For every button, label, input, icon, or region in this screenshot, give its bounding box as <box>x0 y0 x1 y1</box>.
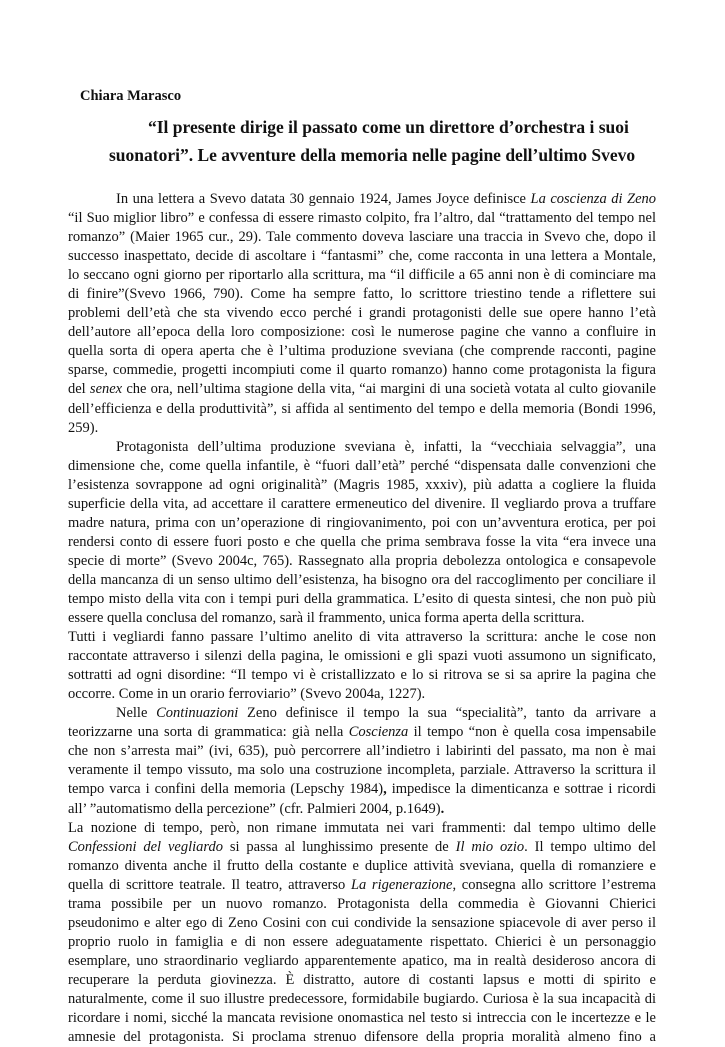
text-run: rendersi conto di essere fuori posto e che quella che prima sembrava fosse la vita “era invece una <box>68 533 656 550</box>
body-text-line <box>68 266 656 285</box>
text-run: trama possibile per un nuovo romanzo. Protagonista della commedia è Giovanni Chierici <box>68 895 656 912</box>
body-text-line <box>68 323 656 342</box>
text-run: essere quella conclusa del romanzo, sarà il frammento, unica forma aperta della scrittura. <box>68 610 585 627</box>
text-run: superficie della vita, ad accettare il carattere ermeneutico del divenire. Il vegliardo prova a truffare <box>68 495 656 512</box>
body-text-line <box>68 876 656 895</box>
text-run: , <box>383 781 387 798</box>
text-run: madre natura, prima con un’operazione di ringiovanimento, poi con un’avventura erotica, per poi <box>68 514 656 531</box>
text-run: specie di morte” (Svevo 2004c, 765). Rassegnato alla propria debolezza ontologica e consapevole <box>68 552 656 569</box>
text-run: successo inaspettato, decide di ascoltare i “fantasmi” che, come racconta in una lettera a Montale, <box>68 248 656 265</box>
body-text-line <box>68 933 656 952</box>
body-text-line <box>68 704 656 723</box>
body-text-line <box>68 247 656 266</box>
text-run: recuperare la perduta giovinezza. È distratto, autore di costanti lapsus e motti di spirito e <box>68 971 656 988</box>
body-text-line <box>68 209 656 228</box>
text-run: 259). <box>68 419 99 436</box>
text-run: sparse, commedie, progetti incompiuti come il quarto romanzo) hanno come protagonista la figura <box>68 362 656 379</box>
text-run: ricordare i nomi, sicché la mancata revisione onomastica nel testo si intreccia con le incertezze e le <box>68 1010 656 1027</box>
body-text-line <box>68 1028 656 1047</box>
body-text-line <box>68 952 656 971</box>
body-text-line <box>68 819 656 838</box>
text-run: si passa al lunghissimo presente de <box>223 838 456 855</box>
text-run: . <box>440 800 445 817</box>
author-name: Chiara Marasco <box>80 88 182 104</box>
text-run: Tutti i vegliardi fanno passare l’ultimo anelito di vita attraverso la scrittura: anche le cose non <box>68 629 656 646</box>
text-run: veramente il tempo vissuto, ma solo una costruzione incompleta, parziale. Attraverso la scrittura il <box>68 762 656 779</box>
body-text-line <box>68 647 656 666</box>
body-text-line <box>68 971 656 990</box>
body-text-line <box>68 838 656 857</box>
body-text-line <box>68 361 656 380</box>
text-run: esemplare, uno straordinario vegliardo apparentemente apatico, ma in realtà desideroso ancora di <box>68 952 656 969</box>
body-text-line <box>68 476 656 495</box>
text-run: impedisce la dimenticanza e sottrae i ricordi <box>386 781 656 798</box>
body-text-line <box>68 571 656 590</box>
body-text-line <box>68 723 656 742</box>
text-run: problemi dell’età che sta vivendo ecco perché i grandi protagonisti delle sue opere hanno l’età <box>68 305 656 322</box>
text-run: dell’autore all’epoca della loro composizione: così le numerose pagine che vanno a confluire in <box>68 324 656 341</box>
text-run: che ora, nell’ultima stagione della vita, “ai margini di una società votata al culto giovanile <box>122 381 656 398</box>
text-run: della mancanza di un senso ultimo dell’esistenza, ha bisogno ora del raccoglimento per conciliare il <box>68 571 656 588</box>
body-text-line <box>68 285 656 304</box>
body-text-line <box>68 190 656 209</box>
body-text-line <box>68 895 656 914</box>
body-text-line <box>68 552 656 571</box>
text-run: all’ ”automatismo della percezione” (cfr. Palmieri 2004, p.1649) <box>68 800 441 817</box>
body-text-line <box>68 514 656 533</box>
text-run: La nozione di tempo, però, non rimane immutata nei vari frammenti: dal tempo ultimo delle <box>68 819 656 836</box>
text-run: l’esistenza sovrappone ad ogni originalità” (Magris 1985, xxxiv), più adatta a cogliere la fluida <box>68 476 656 493</box>
italic-title-text: Il mio ozio <box>455 838 525 855</box>
text-run: che non s’arresta mai” (ivi, 635), può percorrere all’indietro i labirinti del passato, ma non è mai <box>68 743 656 760</box>
text-run: dimensione che, come quella infantile, è “fuori dall’età” perché “dispensata dalle convenzioni che <box>68 457 656 474</box>
text-run: tempo varca i confini della memoria (Lepschy 1984) <box>68 781 384 798</box>
text-run: lo seccano ogni giorno per riportarlo alla scrittura, ma “il difficile a 65 anni non è di cominciare ma <box>68 267 656 284</box>
text-run: occorre. Come in un orario ferroviario” (Svevo 2004a, 1227). <box>68 686 426 703</box>
article-title-line-2: suonatori”. Le avventure della memoria nelle pagine dell’ultimo Svevo <box>109 145 636 165</box>
text-run: Nelle <box>116 705 157 722</box>
italic-title-text: senex <box>89 381 123 398</box>
body-text-line <box>68 457 656 476</box>
body-text-line <box>68 800 656 819</box>
body-text-line <box>68 761 656 780</box>
text-run: amnesie del protagonista. Si proclama strenuo difensore della propria moralità almeno fino a <box>68 1029 656 1046</box>
text-run: naturalmente, come il suo illustre predecessore, formidabile bugiardo. Curiosa è la sua incapacità di <box>68 990 656 1007</box>
body-text-line <box>68 438 656 457</box>
italic-title-text: Coscienza <box>348 724 409 741</box>
body-text-line <box>68 857 656 876</box>
text-run: “il Suo miglior libro” e confessa di essere rimasto colpito, fra l’altro, dal “trattamento del tempo nel <box>68 210 656 227</box>
text-run: sottratti ad ogni disordine: “Il tempo vi è cristallizzato e lo si ritrova se si sa aprire la pagina che <box>68 667 656 684</box>
text-run: raccontate attraverso i silenzi della pagina, le omissioni e gli spazi vuoti assumono un significato, <box>68 648 656 665</box>
italic-title-text: La coscienza di Zeno <box>530 191 656 207</box>
text-run: Protagonista dell’ultima produzione sveviana è, infatti, la “vecchiaia selvaggia”, una <box>116 438 656 455</box>
body-text-line <box>68 742 656 761</box>
text-run: romanzo diventa anche il frutto della costante e duplice attività sveviana, quella di romanziere e <box>68 857 656 874</box>
text-run: dell’efficienza e della produttività”, si affida al sentimento del tempo e della memoria (Bondi 1996, <box>68 400 656 417</box>
italic-title-text: Continuazioni <box>156 705 239 722</box>
body-text-line <box>68 400 656 419</box>
italic-title-text: La rigenerazione <box>350 876 453 893</box>
text-run: Zeno definisce il tempo la sua “specialità”, tanto da arrivare a <box>238 705 657 722</box>
text-run: il tempo “non è quella cosa impensabile <box>408 724 656 741</box>
text-run: romanzo” (Maier 1965 cur., 29). Tale commento doveva lasciare una traccia in Svevo che, dopo il <box>68 229 656 246</box>
text-run: . Il tempo ultimo del <box>524 838 657 855</box>
italic-title-text: Confessioni del vegliardo <box>68 838 223 855</box>
text-run: proprio ruolo in famiglia e di non essere adeguatamente rispettato. Chierici è un personaggio <box>68 933 656 950</box>
body-text-line <box>68 609 656 628</box>
text-run: , consegna allo scrittore l’estrema <box>452 876 656 893</box>
body-text-line <box>68 228 656 247</box>
text-run: quella sorta di opera aperta che è l’ultima produzione sveviana (che comprende racconti, pagine <box>68 343 656 360</box>
body-text-line <box>68 628 656 647</box>
body-text-line <box>68 990 656 1009</box>
text-run: pseudonimo e alter ego di Zeno Cosini con cui condivide la sensazione spiacevole di aver perso il <box>68 914 656 931</box>
text-run: di finire”(Svevo 1966, 790). Come ha sempre fatto, lo scrittore triestino tende a riflettere sui <box>68 286 656 303</box>
article-title-line-1: “Il presente dirige il passato come un direttore d’orchestra i suoi <box>148 117 629 137</box>
body-text-line <box>68 342 656 361</box>
text-run: teorizzarne una sorta di grammatica: già nella <box>68 724 349 741</box>
body-text-line <box>68 685 656 704</box>
body-text-line <box>68 533 656 552</box>
body-text-line <box>68 495 656 514</box>
body-text-line <box>68 304 656 323</box>
body-text-line <box>68 780 656 799</box>
body-text-line <box>68 590 656 609</box>
body-text-line <box>68 419 656 438</box>
body-text-line <box>68 1009 656 1028</box>
text-run: In una lettera a Svevo datata 30 gennaio 1924, James Joyce definisce <box>116 191 531 207</box>
text-run: tempo misto della vita con i tempi puri della grammatica. L’esito di questa sintesi, che non può più <box>68 590 656 607</box>
text-run: quella di scrittore teatrale. Il teatro, attraverso <box>68 876 351 893</box>
article-body <box>68 190 656 1047</box>
text-run: del <box>68 381 90 398</box>
body-text-line <box>68 914 656 933</box>
body-text-line <box>68 380 656 399</box>
body-text-line <box>68 666 656 685</box>
